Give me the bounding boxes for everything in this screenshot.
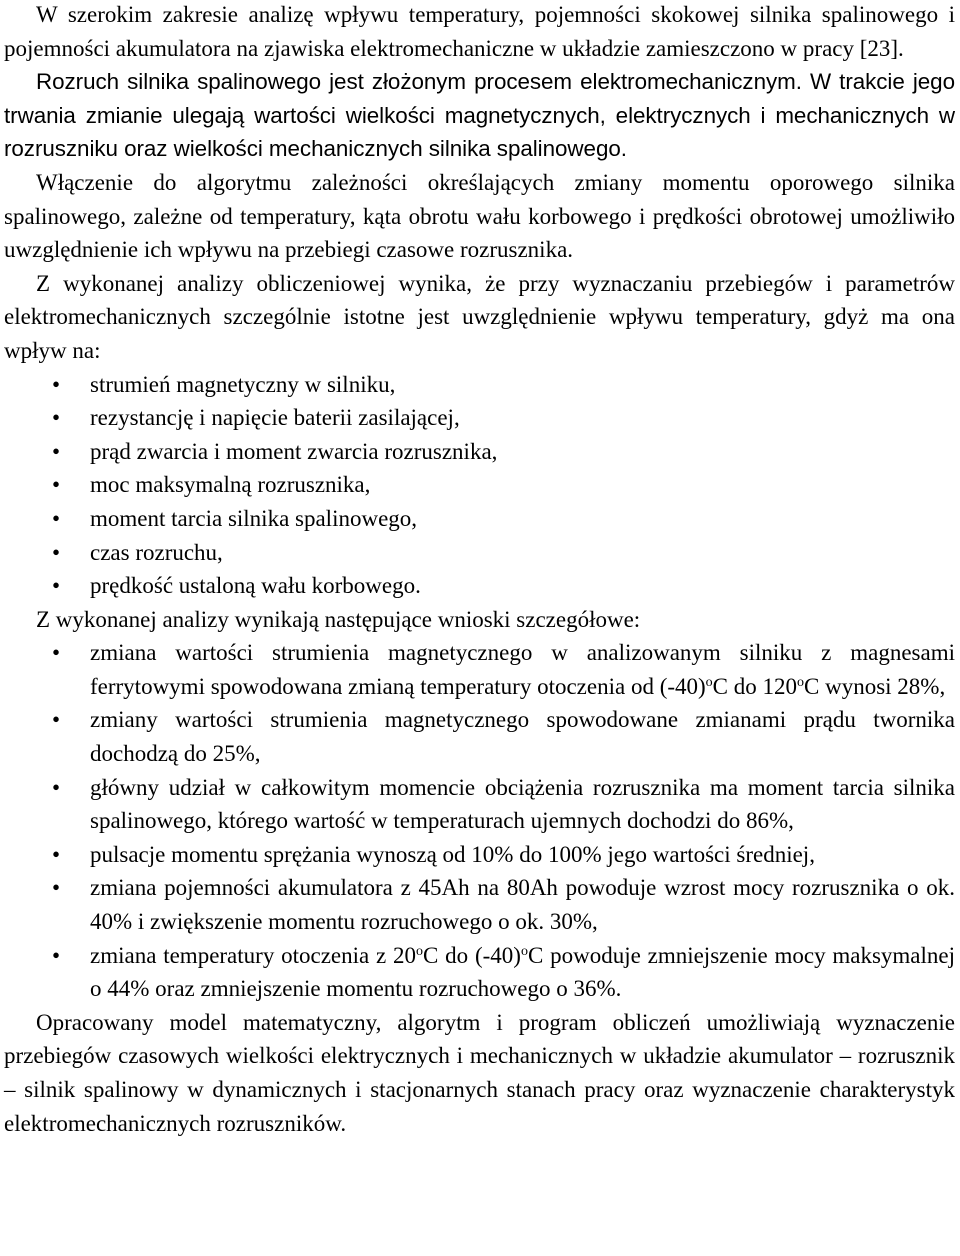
paragraph-startup-process: Rozruch silnika spalinowego jest złożonym procesem elektromechanicznym. W trakcie jego trwania zmianie ulegają wartości wielkości magnetycznych, elektrycznych i mechanicznych w rozruszniku oraz wielkości mechanicznych silnika spalinowego. [4, 69, 955, 162]
list-item: • moc maksymalną rozrusznika, [4, 468, 955, 502]
bullet-icon: • [51, 640, 61, 666]
bullet-icon: • [51, 371, 61, 397]
bullet-icon: • [51, 539, 61, 565]
degree-superscript: o [416, 943, 424, 959]
conclusions-intro: Z wykonanej analizy wynikają następujące wnioski szczegółowe: [36, 606, 641, 632]
bullet-icon: • [51, 472, 61, 498]
bullet-icon: • [51, 841, 61, 867]
paragraph-algorithm: Włączenie do algorytmu zależności określających zmiany momentu oporowego silnika spalinowego, zależne od temperatury, kąta obrotu wału korbowego i prędkości obrotowej umożliwiło uwzględnienie ich wpływu na przebiegi czasowe rozrusznika. [4, 169, 955, 263]
degree-superscript: o [797, 674, 805, 690]
list-item: • prędkość ustaloną wału korbowego. [4, 569, 955, 603]
list-item: • zmiana wartości strumienia magnetycznego w analizowanym silniku z magnesami ferrytowymi spowodowana zmianą temperatury otoczenia od $(-40)^oC$ do 120$^o$C wynosi 28%, [4, 636, 955, 703]
list-item: • zmiany wartości strumienia magnetycznego spowodowane zmianami prądu twornika dochodzą do 25%, [4, 703, 955, 770]
paragraph-analysis-reference: W szerokim zakresie analizę wpływu temperatury, pojemności skokowej silnika spalinowego i pojemności akumulatora na zjawiska elektromechaniczne w układzie zamieszczono w pracy [23]. [4, 2, 955, 61]
list-item: • strumień magnetyczny w silniku, [4, 368, 955, 402]
list-item: • prąd zwarcia i moment zwarcia rozrusznika, [4, 435, 955, 469]
bullet-icon: • [51, 875, 61, 901]
bullet-icon: • [51, 438, 61, 464]
influence-list [4, 368, 955, 603]
degree-superscript: o [520, 943, 528, 959]
bullet-icon: • [51, 774, 61, 800]
list-item: • zmiana temperatury otoczenia z 20$^o$C do $(-40)^oC$ powoduje zmniejszenie mocy maksymalnej o 44% oraz zmniejszenie momentu rozruchowego o 36%. [4, 939, 955, 1006]
list-item: • moment tarcia silnika spalinowego, [4, 502, 955, 536]
list-item: • czas rozruchu, [4, 536, 955, 570]
bullet-icon: • [51, 573, 61, 599]
list-item: • rezystancję i napięcie baterii zasilającej, [4, 401, 955, 435]
bullet-icon: • [51, 505, 61, 531]
list-item: • główny udział w całkowitym momencie obciążenia rozrusznika ma moment tarcia silnika spalinowego, którego wartość w temperaturach ujemnych dochodzi do 86%, [4, 771, 955, 838]
bullet-icon: • [51, 707, 61, 733]
list-item: • pulsacje momentu sprężania wynoszą od 10% do 100% jego wartości średniej, [4, 838, 955, 872]
list-item: • zmiana pojemności akumulatora z 45Ah na 80Ah powoduje wzrost mocy rozrusznika o ok. 40% i zwiększenie momentu rozruchowego o ok. 30%, [4, 871, 955, 938]
bullet-icon: • [51, 942, 61, 968]
closing-paragraph: Opracowany model matematyczny, algorytm i program obliczeń umożliwiają wyznaczenie przebiegów czasowych wielkości elektrycznych i mechanicznych w układzie akumulator – rozrusznik – silnik spalinowy w dynamicznych i stacjonarnych stanach pracy oraz wyznaczenie charakterystyk elektromechanicznych rozruszników. [4, 1009, 955, 1136]
bullet-icon: • [51, 405, 61, 431]
paragraph-temperature-influence: Z wykonanej analizy obliczeniowej wynika, że przy wyznaczaniu przebiegów i parametrów elektromechanicznych szczególnie istotne jest uwzględnienie wpływu temperatury, gdyż ma ona wpływ na: [4, 270, 955, 363]
document-page [4, 0, 955, 1140]
degree-superscript: o [705, 674, 713, 690]
conclusions-list [4, 636, 955, 1006]
